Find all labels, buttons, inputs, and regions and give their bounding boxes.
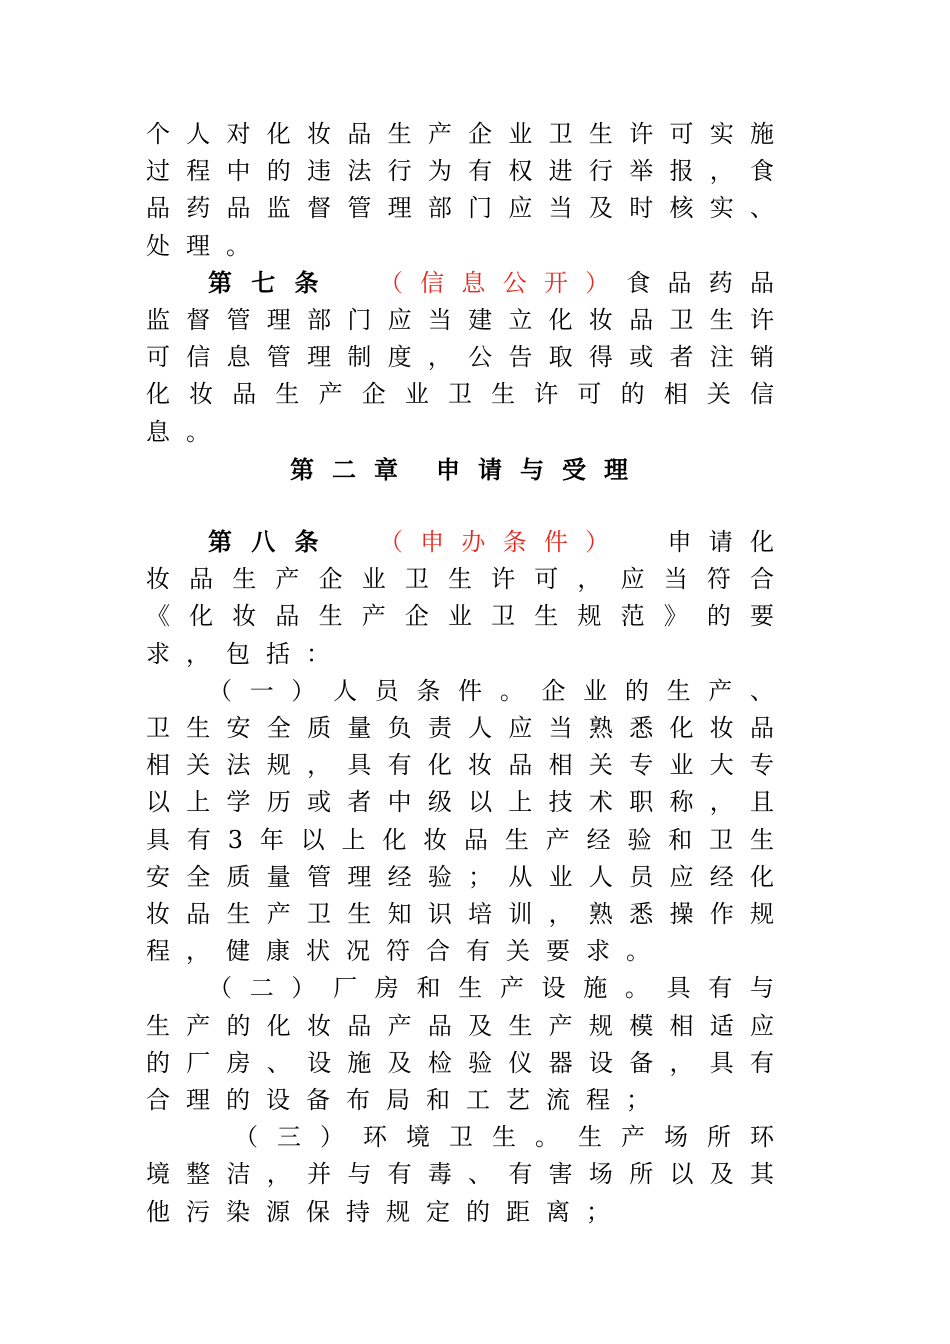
- paragraph-continuation: 个人对化妆品生产企业卫生许可实施过程中的违法行为有权进行举报，食品药品监督管理部门应当及时核实、处理。: [146, 120, 790, 260]
- article-7-tag: （信息公开）: [377, 268, 627, 297]
- article-8-tag: （申办条件）: [377, 528, 627, 556]
- article-8: [146, 524, 790, 673]
- article-7: [146, 265, 790, 451]
- article-7-head: 第七条: [208, 268, 338, 297]
- chapter-number: 第二章: [290, 456, 416, 484]
- article-7-body: 食品药品监督管理部门应当建立化妆品卫生许可信息管理制度，公告取得或者注销化妆品生产企业卫生许可的相关信息。: [146, 268, 791, 446]
- article-8-head: 第八条: [208, 528, 338, 556]
- chapter-title: 申请与受理: [436, 456, 646, 484]
- list-item: （二）厂房和生产设施。具有与生产的化妆品产品及生产规模相适应的厂房、设施及检验仪器设备，具有合理的设备布局和工艺流程；: [146, 974, 790, 1115]
- document-page-2: [146, 524, 790, 1231]
- list-item: （三）环境卫生。生产场所环境整洁，并与有毒、有害场所以及其他污染源保持规定的距离；: [146, 1123, 790, 1226]
- article-8-body: 申请化妆品生产企业卫生许可，应当符合《化妆品生产企业卫生规范》的要求，包括：: [146, 528, 791, 668]
- list-item: （一）人员条件。企业的生产、卫生安全质量负责人应当熟悉化妆品相关法规，具有化妆品相关专业大专以上学历或者中级以上技术职称，且具有3年以上化妆品生产经验和卫生安全质量管理经验；从业人员应经化妆品生产卫生知识培训，熟悉操作规程，健康状况符合有关要求。: [146, 676, 790, 966]
- chapter-heading: [146, 452, 790, 489]
- document-page: [146, 116, 790, 451]
